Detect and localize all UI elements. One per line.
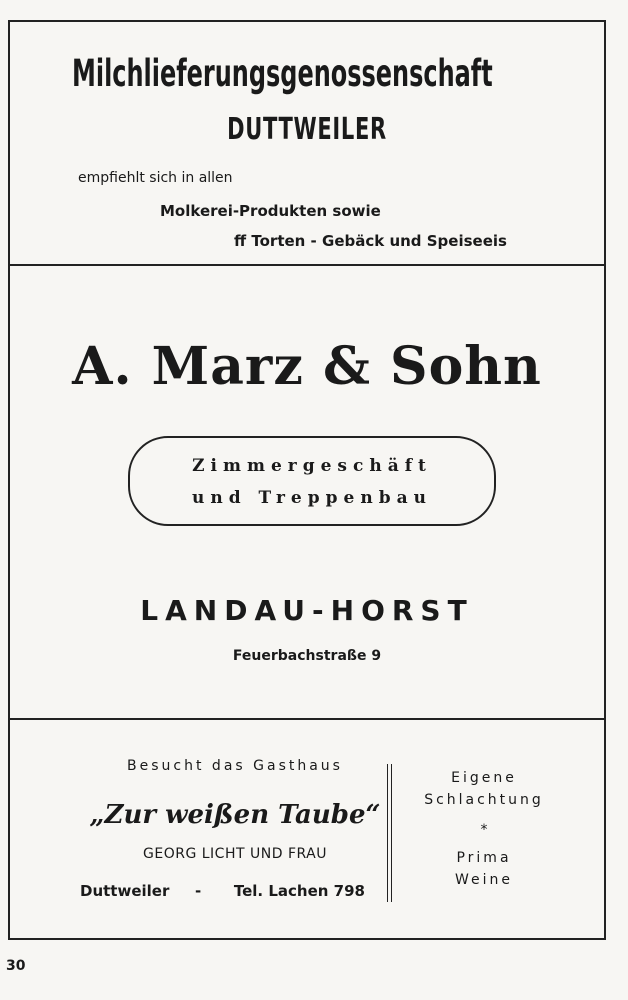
inn-side-text: Prima xyxy=(456,850,512,866)
company-name: A. Marz & Sohn xyxy=(72,336,542,397)
page-frame xyxy=(8,20,606,940)
inn-side-text: Weine xyxy=(454,872,513,888)
inn-invite: Besucht das Gasthaus xyxy=(127,758,343,774)
coop-text-line: empfiehlt sich in allen xyxy=(78,170,233,186)
inn-phone: Tel. Lachen 798 xyxy=(233,882,365,900)
trade-line: und Treppenbau xyxy=(192,488,432,508)
page-number: 30 xyxy=(6,958,26,974)
inn-side-text: Schlachtung xyxy=(424,792,544,808)
divider-line xyxy=(391,764,392,902)
ad-inn xyxy=(10,718,604,940)
coop-town: DUTTWEILER xyxy=(227,112,387,147)
company-street: Feuerbachstraße 9 xyxy=(232,648,382,664)
star-icon: * xyxy=(480,822,488,838)
inn-dash: - xyxy=(195,882,202,900)
inn-name: „Zur weißen Taube“ xyxy=(89,800,381,830)
coop-title: Milchlieferungsgenossenschaft xyxy=(72,52,493,95)
inn-side-text: Eigene xyxy=(451,770,517,786)
divider-line xyxy=(387,764,388,902)
trade-line: Zimmergeschäft xyxy=(192,456,432,476)
ad-carpentry xyxy=(10,264,604,720)
inn-town: Duttweiler xyxy=(80,882,170,900)
coop-text-line: Molkerei-Produkten sowie xyxy=(160,202,381,220)
company-city: LANDAU-HORST xyxy=(140,594,474,627)
trade-box xyxy=(128,436,496,526)
coop-text-line: ff Torten - Gebäck und Speiseeis xyxy=(234,232,507,250)
inn-owner: GEORG LICHT UND FRAU xyxy=(143,846,327,862)
ad-dairy-cooperative xyxy=(10,22,604,266)
